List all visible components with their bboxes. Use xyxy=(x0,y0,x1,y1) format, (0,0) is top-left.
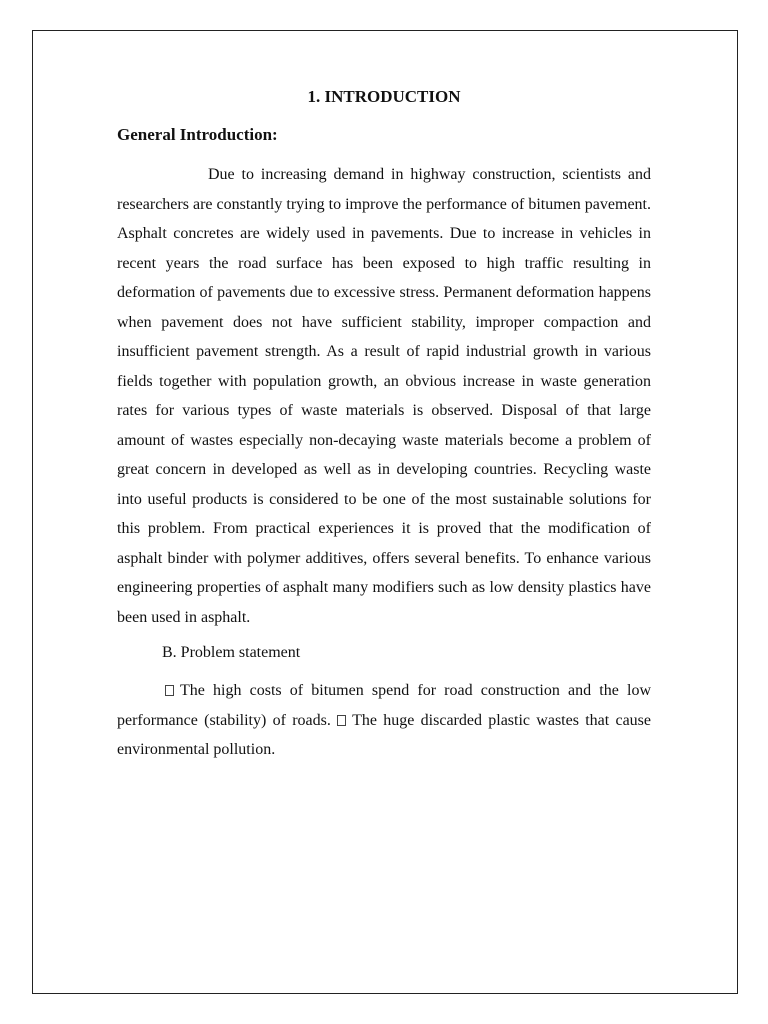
problem-point-2: The huge discarded plastic wastes that cause environmental pollution. xyxy=(117,711,652,758)
intro-paragraph: Due to increasing demand in highway construction, scientists and researchers are constantly trying to improve the performance of bitumen pavement. Asphalt concretes are widely used in pavements. Due to increase in vehicles in recent years the road surface has been exposed to high traffic resulting in deformation of pavements due to excessive stress. Permanent deformation happens when pavement does not have sufficient stability, improper compaction and insufficient pavement strength. As a result of rapid industrial growth in various fields together with population growth, an obvious increase in waste generation rates for various types of waste materials is observed. Disposal of that large amount of wastes especially non-decaying waste materials become a problem of great concern in developed as well as in developing countries. Recycling waste into useful products is considered to be one of the most sustainable solutions for this problem. From practical experiences it is proved that the modification of asphalt binder with polymer additives, offers several benefits. To enhance various engineering properties of asphalt many modifiers such as low density plastics have been used in asphalt. xyxy=(117,166,651,626)
bullet-box-icon xyxy=(165,685,174,696)
general-introduction-heading: General Introduction: xyxy=(117,125,278,144)
page-title: 1. INTRODUCTION xyxy=(307,87,461,106)
problem-point-1: The high costs of bitumen spend for road construction and the low performance (stability) of roads. xyxy=(117,682,651,729)
problem-statement-heading: B. Problem statement xyxy=(162,644,301,661)
problem-statement-paragraph xyxy=(117,676,651,765)
document-content xyxy=(117,86,651,765)
bullet-box-icon xyxy=(337,715,346,726)
